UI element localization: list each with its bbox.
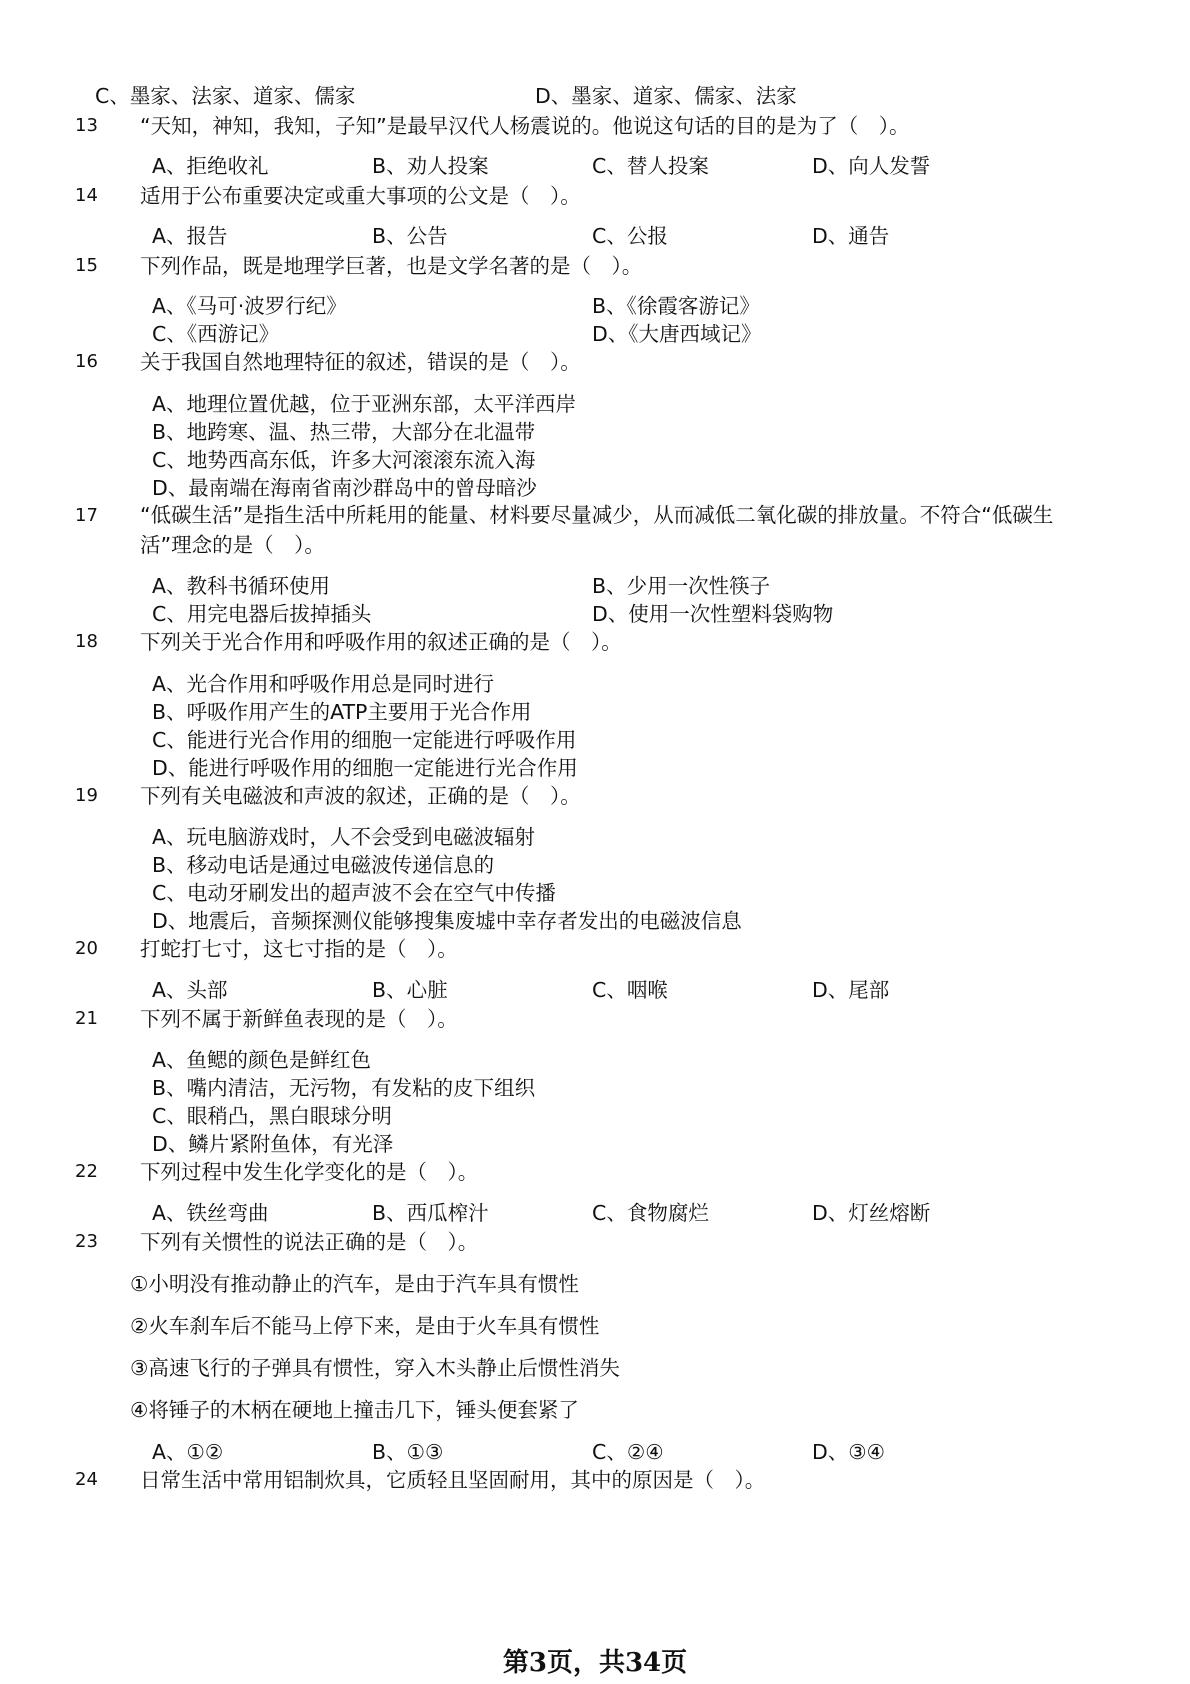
- option-a-q18: A、光合作用和呼吸作用总是同时进行: [152, 672, 495, 696]
- question-stem-21: 下列不属于新鲜鱼表现的是（ ）。: [140, 1007, 458, 1031]
- option-d-q15: D、《大唐西域记》: [592, 322, 762, 346]
- option-d-q12: D、墨家、道家、儒家、法家: [535, 84, 797, 108]
- option-a-q20: A、头部: [152, 978, 228, 1002]
- option-d-q17: D、使用一次性塑料袋购物: [592, 602, 834, 626]
- option-d-q21: D、鳞片紧附鱼体，有光泽: [152, 1132, 394, 1156]
- statement-1-q23: ①小明没有推动静止的汽车，是由于汽车具有惯性: [130, 1272, 579, 1296]
- option-a-q23: A、①②: [152, 1440, 224, 1464]
- option-c-q16: C、地势西高东低，许多大河滚滚东流入海: [152, 448, 536, 472]
- option-b-q15: B、《徐霞客游记》: [592, 294, 760, 318]
- option-a-q22: A、铁丝弯曲: [152, 1201, 269, 1225]
- option-c-q17: C、用完电器后拔掉插头: [152, 602, 372, 626]
- statement-3-q23: ③高速飞行的子弹具有惯性，穿入木头静止后惯性消失: [130, 1356, 620, 1380]
- option-c-q14: C、公报: [592, 224, 668, 248]
- option-c-q18: C、能进行光合作用的细胞一定能进行呼吸作用: [152, 728, 577, 752]
- option-b-q20: B、心脏: [372, 978, 448, 1002]
- option-d-q22: D、灯丝熔断: [812, 1201, 931, 1225]
- question-stem-17: “低碳生活”是指生活中所耗用的能量、材料要尽量减少，从而减低二氧化碳的排放量。不符合“低碳生活”理念的是（ ）。: [140, 503, 1054, 557]
- question-number-18: 18: [75, 631, 98, 652]
- option-c-q20: C、咽喉: [592, 978, 668, 1002]
- option-b-q17: B、少用一次性筷子: [592, 574, 771, 598]
- question-number-19: 19: [75, 785, 98, 806]
- question-number-24: 24: [75, 1469, 98, 1490]
- option-c-q23: C、②④: [592, 1440, 664, 1464]
- option-c-q19: C、电动牙刷发出的超声波不会在空气中传播: [152, 881, 556, 905]
- option-a-q19: A、玩电脑游戏时，人不会受到电磁波辐射: [152, 825, 536, 849]
- option-d-q23: D、③④: [812, 1440, 886, 1464]
- page-footer: 第3页，共34页: [502, 1648, 688, 1678]
- question-stem-18: 下列关于光合作用和呼吸作用的叙述正确的是（ ）。: [140, 630, 622, 654]
- question-stem-14: 适用于公布重要决定或重大事项的公文是（ ）。: [140, 184, 581, 208]
- option-c-q22: C、食物腐烂: [592, 1201, 709, 1225]
- option-b-q13: B、劝人投案: [372, 154, 489, 178]
- question-number-21: 21: [75, 1008, 98, 1029]
- question-stem-22: 下列过程中发生化学变化的是（ ）。: [140, 1160, 479, 1184]
- question-number-22: 22: [75, 1161, 98, 1182]
- option-b-q16: B、地跨寒、温、热三带，大部分在北温带: [152, 420, 536, 444]
- question-stem-20: 打蛇打七寸，这七寸指的是（ ）。: [140, 937, 458, 961]
- question-stem-13: “天知，神知，我知，子知”是最早汉代人杨震说的。他说这句话的目的是为了（ ）。: [140, 114, 910, 138]
- option-c-q12: C、墨家、法家、道家、儒家: [95, 84, 356, 108]
- option-a-q17: A、教科书循环使用: [152, 574, 331, 598]
- question-stem-15: 下列作品，既是地理学巨著，也是文学名著的是（ ）。: [140, 254, 643, 278]
- option-b-q14: B、公告: [372, 224, 448, 248]
- question-stem-24: 日常生活中常用铝制炊具，它质轻且坚固耐用，其中的原因是（ ）。: [140, 1468, 766, 1492]
- question-number-17: 17: [75, 505, 98, 526]
- question-number-16: 16: [75, 351, 98, 372]
- option-d-q20: D、尾部: [812, 978, 890, 1002]
- option-d-q19: D、地震后，音频探测仪能够搜集废墟中幸存者发出的电磁波信息: [152, 909, 742, 933]
- question-stem-23: 下列有关惯性的说法正确的是（ ）。: [140, 1230, 479, 1254]
- option-c-q21: C、眼稍凸，黑白眼球分明: [152, 1104, 392, 1128]
- option-a-q14: A、报告: [152, 224, 228, 248]
- question-number-15: 15: [75, 255, 98, 276]
- option-b-q19: B、移动电话是通过电磁波传递信息的: [152, 853, 495, 877]
- option-a-q13: A、拒绝收礼: [152, 154, 269, 178]
- option-a-q21: A、鱼鳃的颜色是鲜红色: [152, 1048, 372, 1072]
- option-d-q13: D、向人发誓: [812, 154, 931, 178]
- question-stem-16: 关于我国自然地理特征的叙述，错误的是（ ）。: [140, 350, 581, 374]
- option-b-q18: B、呼吸作用产生的ATP主要用于光合作用: [152, 700, 532, 724]
- option-d-q18: D、能进行呼吸作用的细胞一定能进行光合作用: [152, 756, 578, 780]
- statement-4-q23: ④将锤子的木柄在硬地上撞击几下，锤头便套紧了: [130, 1398, 579, 1422]
- question-number-23: 23: [75, 1231, 98, 1252]
- option-c-q13: C、替人投案: [592, 154, 709, 178]
- option-a-q16: A、地理位置优越，位于亚洲东部，太平洋西岸: [152, 392, 577, 416]
- option-d-q14: D、通告: [812, 224, 890, 248]
- option-b-q22: B、西瓜榨汁: [372, 1201, 489, 1225]
- question-number-14: 14: [75, 185, 98, 206]
- option-c-q15: C、《西游记》: [152, 322, 280, 346]
- statement-2-q23: ②火车刹车后不能马上停下来，是由于火车具有惯性: [130, 1314, 600, 1338]
- option-a-q15: A、《马可·波罗行纪》: [152, 294, 347, 318]
- option-b-q21: B、嘴内清洁，无污物，有发粘的皮下组织: [152, 1076, 536, 1100]
- question-number-13: 13: [75, 115, 98, 136]
- question-stem-19: 下列有关电磁波和声波的叙述，正确的是（ ）。: [140, 784, 581, 808]
- option-b-q23: B、①③: [372, 1440, 444, 1464]
- question-number-20: 20: [75, 938, 98, 959]
- option-d-q16: D、最南端在海南省南沙群岛中的曾母暗沙: [152, 476, 537, 500]
